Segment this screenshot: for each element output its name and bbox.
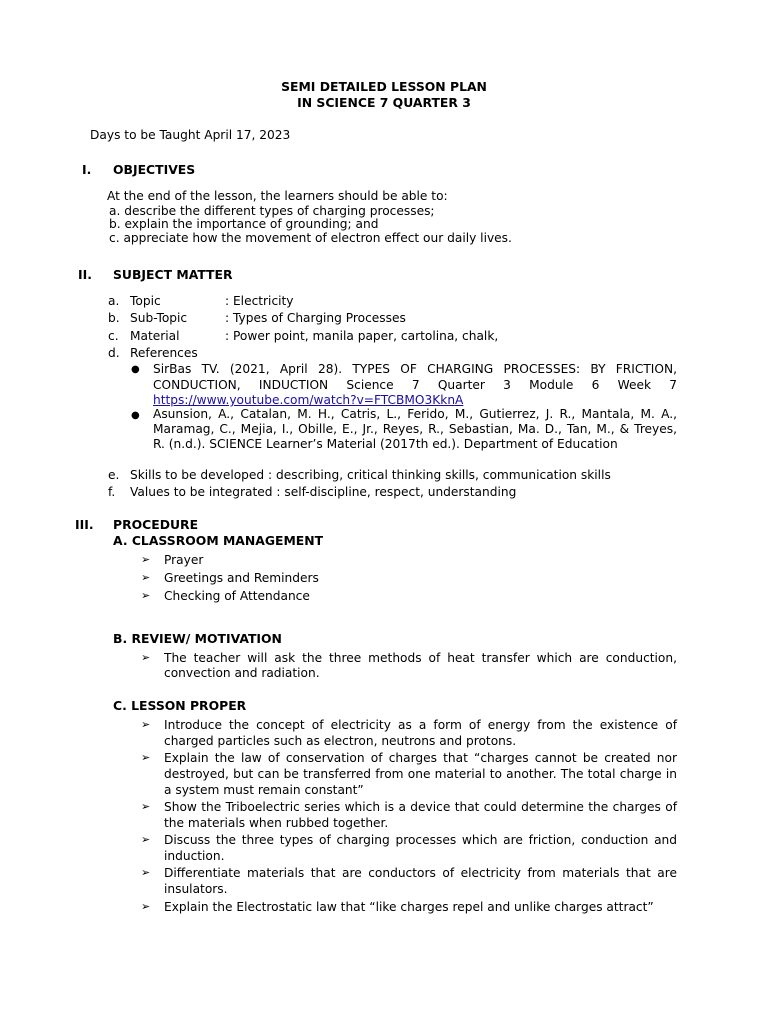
arrow-bullet-icon: ➢ [141,589,151,602]
skills-letter: e. [108,468,120,482]
lesson-item-1-line-1: Introduce the concept of electricity as a form of energy from the existence of [164,718,677,732]
lesson-item-2-line-2: destroyed, but can be transferred from one material to another. The total charge in [164,767,677,781]
arrow-bullet-icon: ➢ [141,553,151,566]
lesson-item-4-line-1: Discuss the three types of charging processes which are friction, conduction and [164,833,677,847]
arrow-bullet-icon: ➢ [141,751,151,764]
subject-matter-heading: SUBJECT MATTER [113,267,233,282]
lesson-proper-heading: C. LESSON PROPER [113,698,247,713]
objectives-heading: OBJECTIVES [113,162,196,177]
values-text: Values to be integrated : self-discipline, respect, understanding [130,485,517,499]
objectives-numeral: I. [82,162,92,177]
procedure-a-item: Greetings and Reminders [164,571,319,585]
objective-item: b. explain the importance of grounding; and [109,217,379,231]
references-letter: d. [108,346,120,360]
reference-1-link[interactable]: https://www.youtube.com/watch?v=FTCBMO3KknA [153,393,464,407]
lesson-item-4-line-2: induction. [164,849,225,863]
review-item-line-2: convection and radiation. [164,666,320,680]
arrow-bullet-icon: ➢ [141,800,151,813]
lesson-item-5-line-1: Differentiate materials that are conductors of electricity from materials that are [164,866,677,880]
reference-2-line-2: Maramag, C., Mejia, I., Obille, E., Jr., Reyes, R., Sebastian, Ma. D., Tan, M., & Treyes, [153,422,677,436]
review-item-line-1: The teacher will ask the three methods of heat transfer which are conduction, [164,651,677,665]
references-label: References [130,346,198,360]
material-label: Material [130,329,180,343]
procedure-a-item: Checking of Attendance [164,589,310,603]
arrow-bullet-icon: ➢ [141,866,151,879]
review-motivation-heading: B. REVIEW/ MOTIVATION [113,631,282,646]
lesson-item-2-line-1: Explain the law of conservation of charges that “charges cannot be created nor [164,751,677,765]
title-line-2: IN SCIENCE 7 QUARTER 3 [297,95,471,110]
topic-letter: a. [108,294,120,308]
arrow-bullet-icon: ➢ [141,833,151,846]
reference-1-line-2: CONDUCTION, INDUCTION Science 7 Quarter 3 Module 6 Week 7 [153,378,677,392]
material-value: : Power point, manila paper, cartolina, chalk, [225,329,499,343]
lesson-item-6-line-1: Explain the Electrostatic law that “like charges repel and unlike charges attract” [164,900,654,914]
lesson-item-5-line-2: insulators. [164,882,228,896]
arrow-bullet-icon: ➢ [141,651,151,664]
bullet-icon: ● [131,410,140,421]
material-letter: c. [108,329,119,343]
classroom-management-heading: A. CLASSROOM MANAGEMENT [113,533,324,548]
lesson-item-3-line-1: Show the Triboelectric series which is a device that could determine the charges of [164,800,677,814]
arrow-bullet-icon: ➢ [141,900,151,913]
lesson-item-3-line-2: the materials when rubbed together. [164,816,389,830]
procedure-heading: PROCEDURE [113,517,199,532]
procedure-a-item: Prayer [164,553,204,567]
procedure-numeral: III. [75,517,94,532]
objective-item: c. appreciate how the movement of electron effect our daily lives. [109,231,512,245]
lesson-item-2-line-3: a system must remain constant” [164,783,364,797]
subtopic-label: Sub-Topic [130,311,188,325]
objective-item: a. describe the different types of charging processes; [109,204,435,218]
reference-2-line-1: Asunsion, A., Catalan, M. H., Catris, L., Ferido, M., Gutierrez, J. R., Mantala, M. A., [153,407,677,421]
subtopic-value: : Types of Charging Processes [225,311,406,325]
skills-text: Skills to be developed : describing, critical thinking skills, communication skills [130,468,611,482]
reference-2-line-3: R. (n.d.). SCIENCE Learner’s Material (2017th ed.). Department of Education [153,437,618,451]
title-line-1: SEMI DETAILED LESSON PLAN [281,79,487,94]
arrow-bullet-icon: ➢ [141,571,151,584]
bullet-icon: ● [131,364,140,375]
days-to-be-taught: Days to be Taught April 17, 2023 [90,128,291,142]
subject-matter-numeral: II. [78,267,92,282]
values-letter: f. [108,485,116,499]
lesson-item-1-line-2: charged particles such as electron, neutrons and protons. [164,734,517,748]
subtopic-letter: b. [108,311,120,325]
reference-1-line-1: SirBas TV. (2021, April 28). TYPES OF CHARGING PROCESSES: BY FRICTION, [153,362,677,376]
topic-label: Topic [130,294,161,308]
topic-value: : Electricity [225,294,294,308]
objectives-intro: At the end of the lesson, the learners should be able to: [107,189,448,203]
arrow-bullet-icon: ➢ [141,718,151,731]
